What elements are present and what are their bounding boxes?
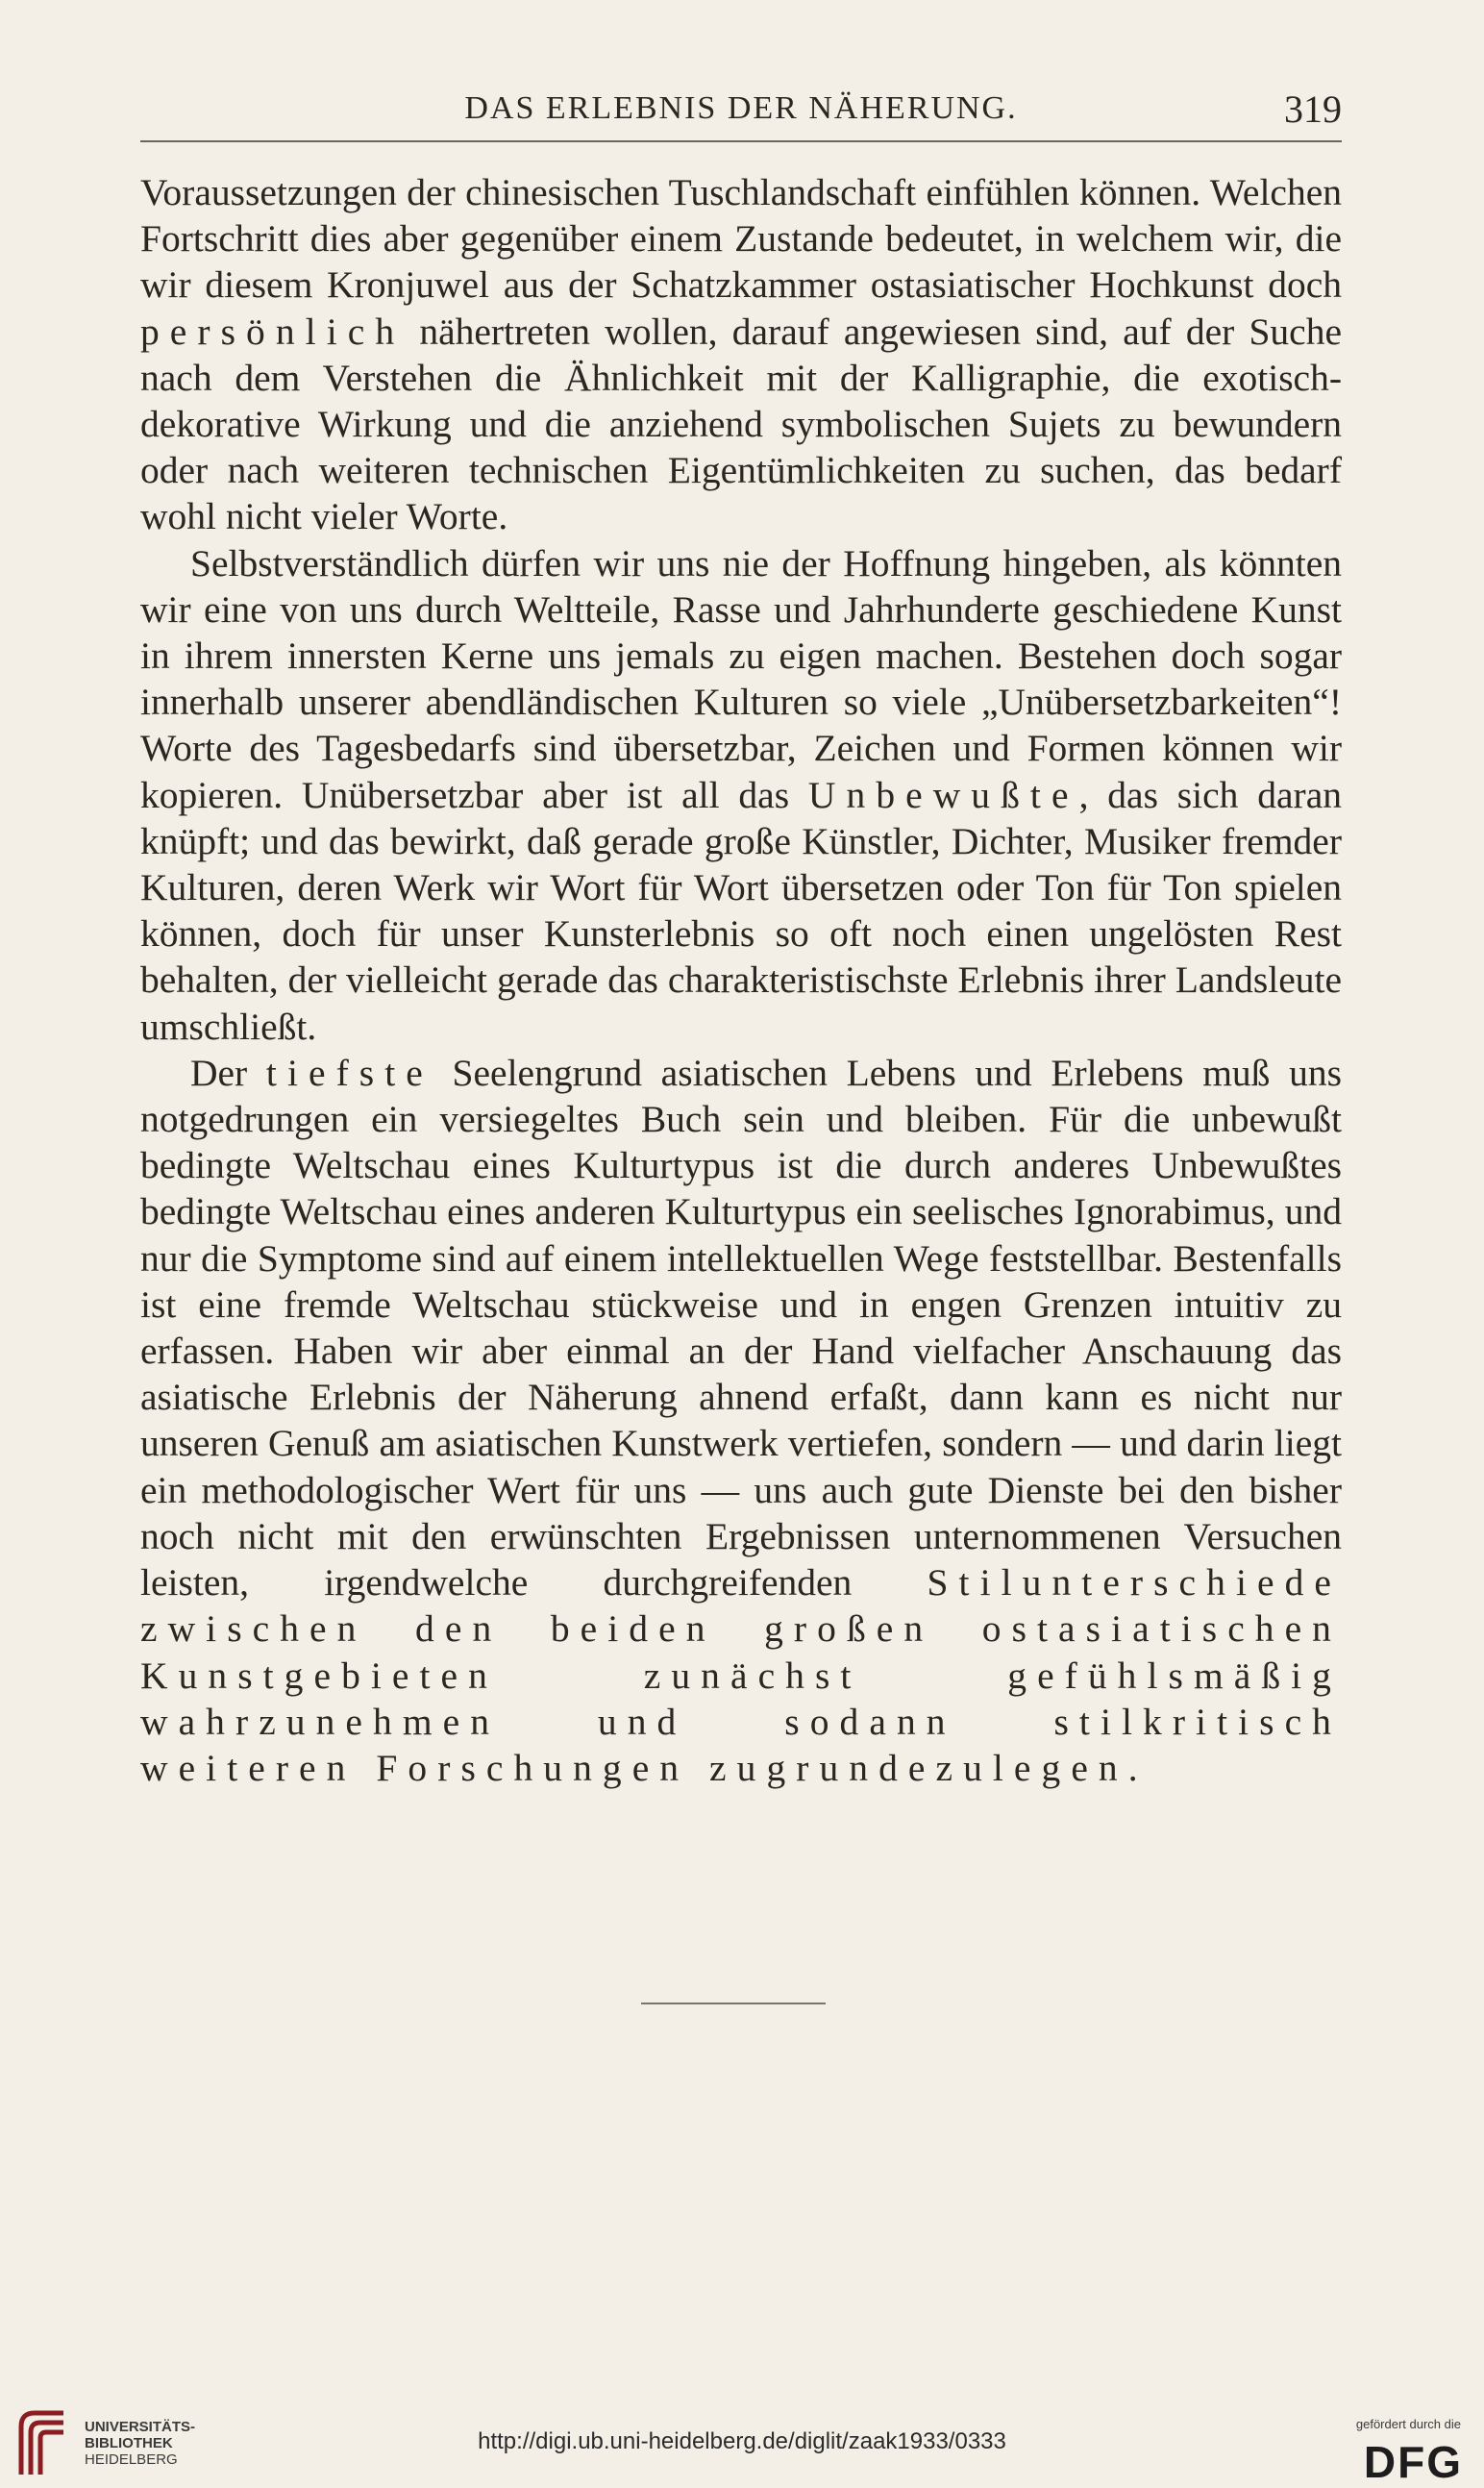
text-run: , das sich daran knüpft; und das bewirkt, daß gerade große Künstler, Dichter, Musiker fremder Kulturen, deren Werk wir Wort für Wort übersetzen oder Ton für Ton spielen können, doch für unser Kunsterlebnis so oft noch einen ungelösten Rest behalten, der vielleicht gerade das charakteristischste Erlebnis ihrer Landsleute umschließt. <box>140 773 1342 1048</box>
text-run: Voraussetzungen der chinesischen Tuschlandschaft einfühlen können. Welchen Fortschritt dies aber gegenüber einem Zustande bedeutet, in welchem wir, die wir diesem Kronjuwel aus der Schatzkammer ostasiatischer Hochkunst doch <box>140 171 1342 307</box>
spaced-emphasis-text: tiefste <box>265 1051 433 1094</box>
library-name-line: BIBLIOTHEK <box>85 2435 173 2451</box>
spaced-emphasis-text: Stilunterschiede zwischen den beiden großen ostasiatischen Kunstgebieten zunächst gefühlsmäßig wahrzunehmen und sodann stilkritisch weiteren Forschungen zugrundezulegen. <box>140 1561 1342 1789</box>
paragraph-1 <box>140 169 1342 540</box>
text-run: nähertreten wollen, darauf angewiesen sind, auf der Suche nach dem Verstehen die Ähnlichkeit mit der Kalligraphie, die exotisch-dekorative Wirkung und die anziehend symbolischen Sujets zu bewundern oder nach weiteren technischen Eigentümlichkeiten zu suchen, das bedarf wohl nicht vieler Worte. <box>140 310 1342 538</box>
text-run: Seelengrund asiatischen Lebens und Erlebens muß uns notgedrungen ein versiegeltes Buch sein und bleiben. Für die unbewußt bedingte Weltschau eines Kulturtypus ist die durch anderes Unbewußtes bedingte Weltschau eines anderen Kulturtypus ein seelisches Ignorabimus, und nur die Symptome sind auf einem intellektuellen Wege feststellbar. Bestenfalls ist eine fremde Weltschau stückweise und in engen Grenzen intuitiv zu erfassen. Haben wir aber einmal an der Hand vielfacher Anschauung das asiatische Erlebnis der Näherung ahnend erfaßt, dann kann es nicht nur unseren Genuß am asiatischen Kunstwerk vertiefen, sondern — und darin liegt ein methodologischer Wert für uns — uns auch gute Dienste bei den bisher noch nicht mit den erwünschten Ergebnissen unternommenen Versuchen leisten, irgendwelche durchgreifenden <box>140 1051 1342 1605</box>
spaced-emphasis-text: persönlich <box>140 310 406 353</box>
text-run: Selbstverständlich dürfen wir uns nie der Hoffnung hingeben, als könnten wir eine von uns durch Weltteile, Rasse und Jahrhunderte geschiedene Kunst in ihrem innersten Kerne uns jemals zu eigen machen. Bestehen doch sogar innerhalb unserer abendländischen Kulturen so viele „Unübersetzbarkeiten“! Worte des Tagesbedarfs sind übersetzbar, Zeichen und Formen können wir kopieren. Unübersetzbar aber ist all das <box>140 541 1342 816</box>
funding-note: gefördert durch die <box>1355 2417 1461 2431</box>
closing-rule <box>641 2003 826 2004</box>
digitization-footer <box>0 2392 1484 2488</box>
library-name-line: HEIDELBERG <box>85 2451 178 2468</box>
text-run: Der <box>190 1051 266 1094</box>
spaced-emphasis-text: Unbewußte <box>807 773 1079 816</box>
body-text <box>140 169 1342 1791</box>
running-title: DAS ERLEBNIS DER NÄHERUNG. <box>464 90 1018 126</box>
paragraph-2 <box>140 540 1342 1050</box>
running-head <box>140 83 1342 142</box>
source-url-link[interactable]: http://digi.ub.uni-heidelberg.de/diglit/zaak1933/0333 <box>478 2428 1006 2454</box>
library-name-line: UNIVERSITÄTS- <box>85 2419 196 2435</box>
dfg-logo: DFG <box>1363 2437 1463 2487</box>
page-number: 319 <box>1284 87 1342 131</box>
paragraph-3 <box>140 1050 1342 1791</box>
